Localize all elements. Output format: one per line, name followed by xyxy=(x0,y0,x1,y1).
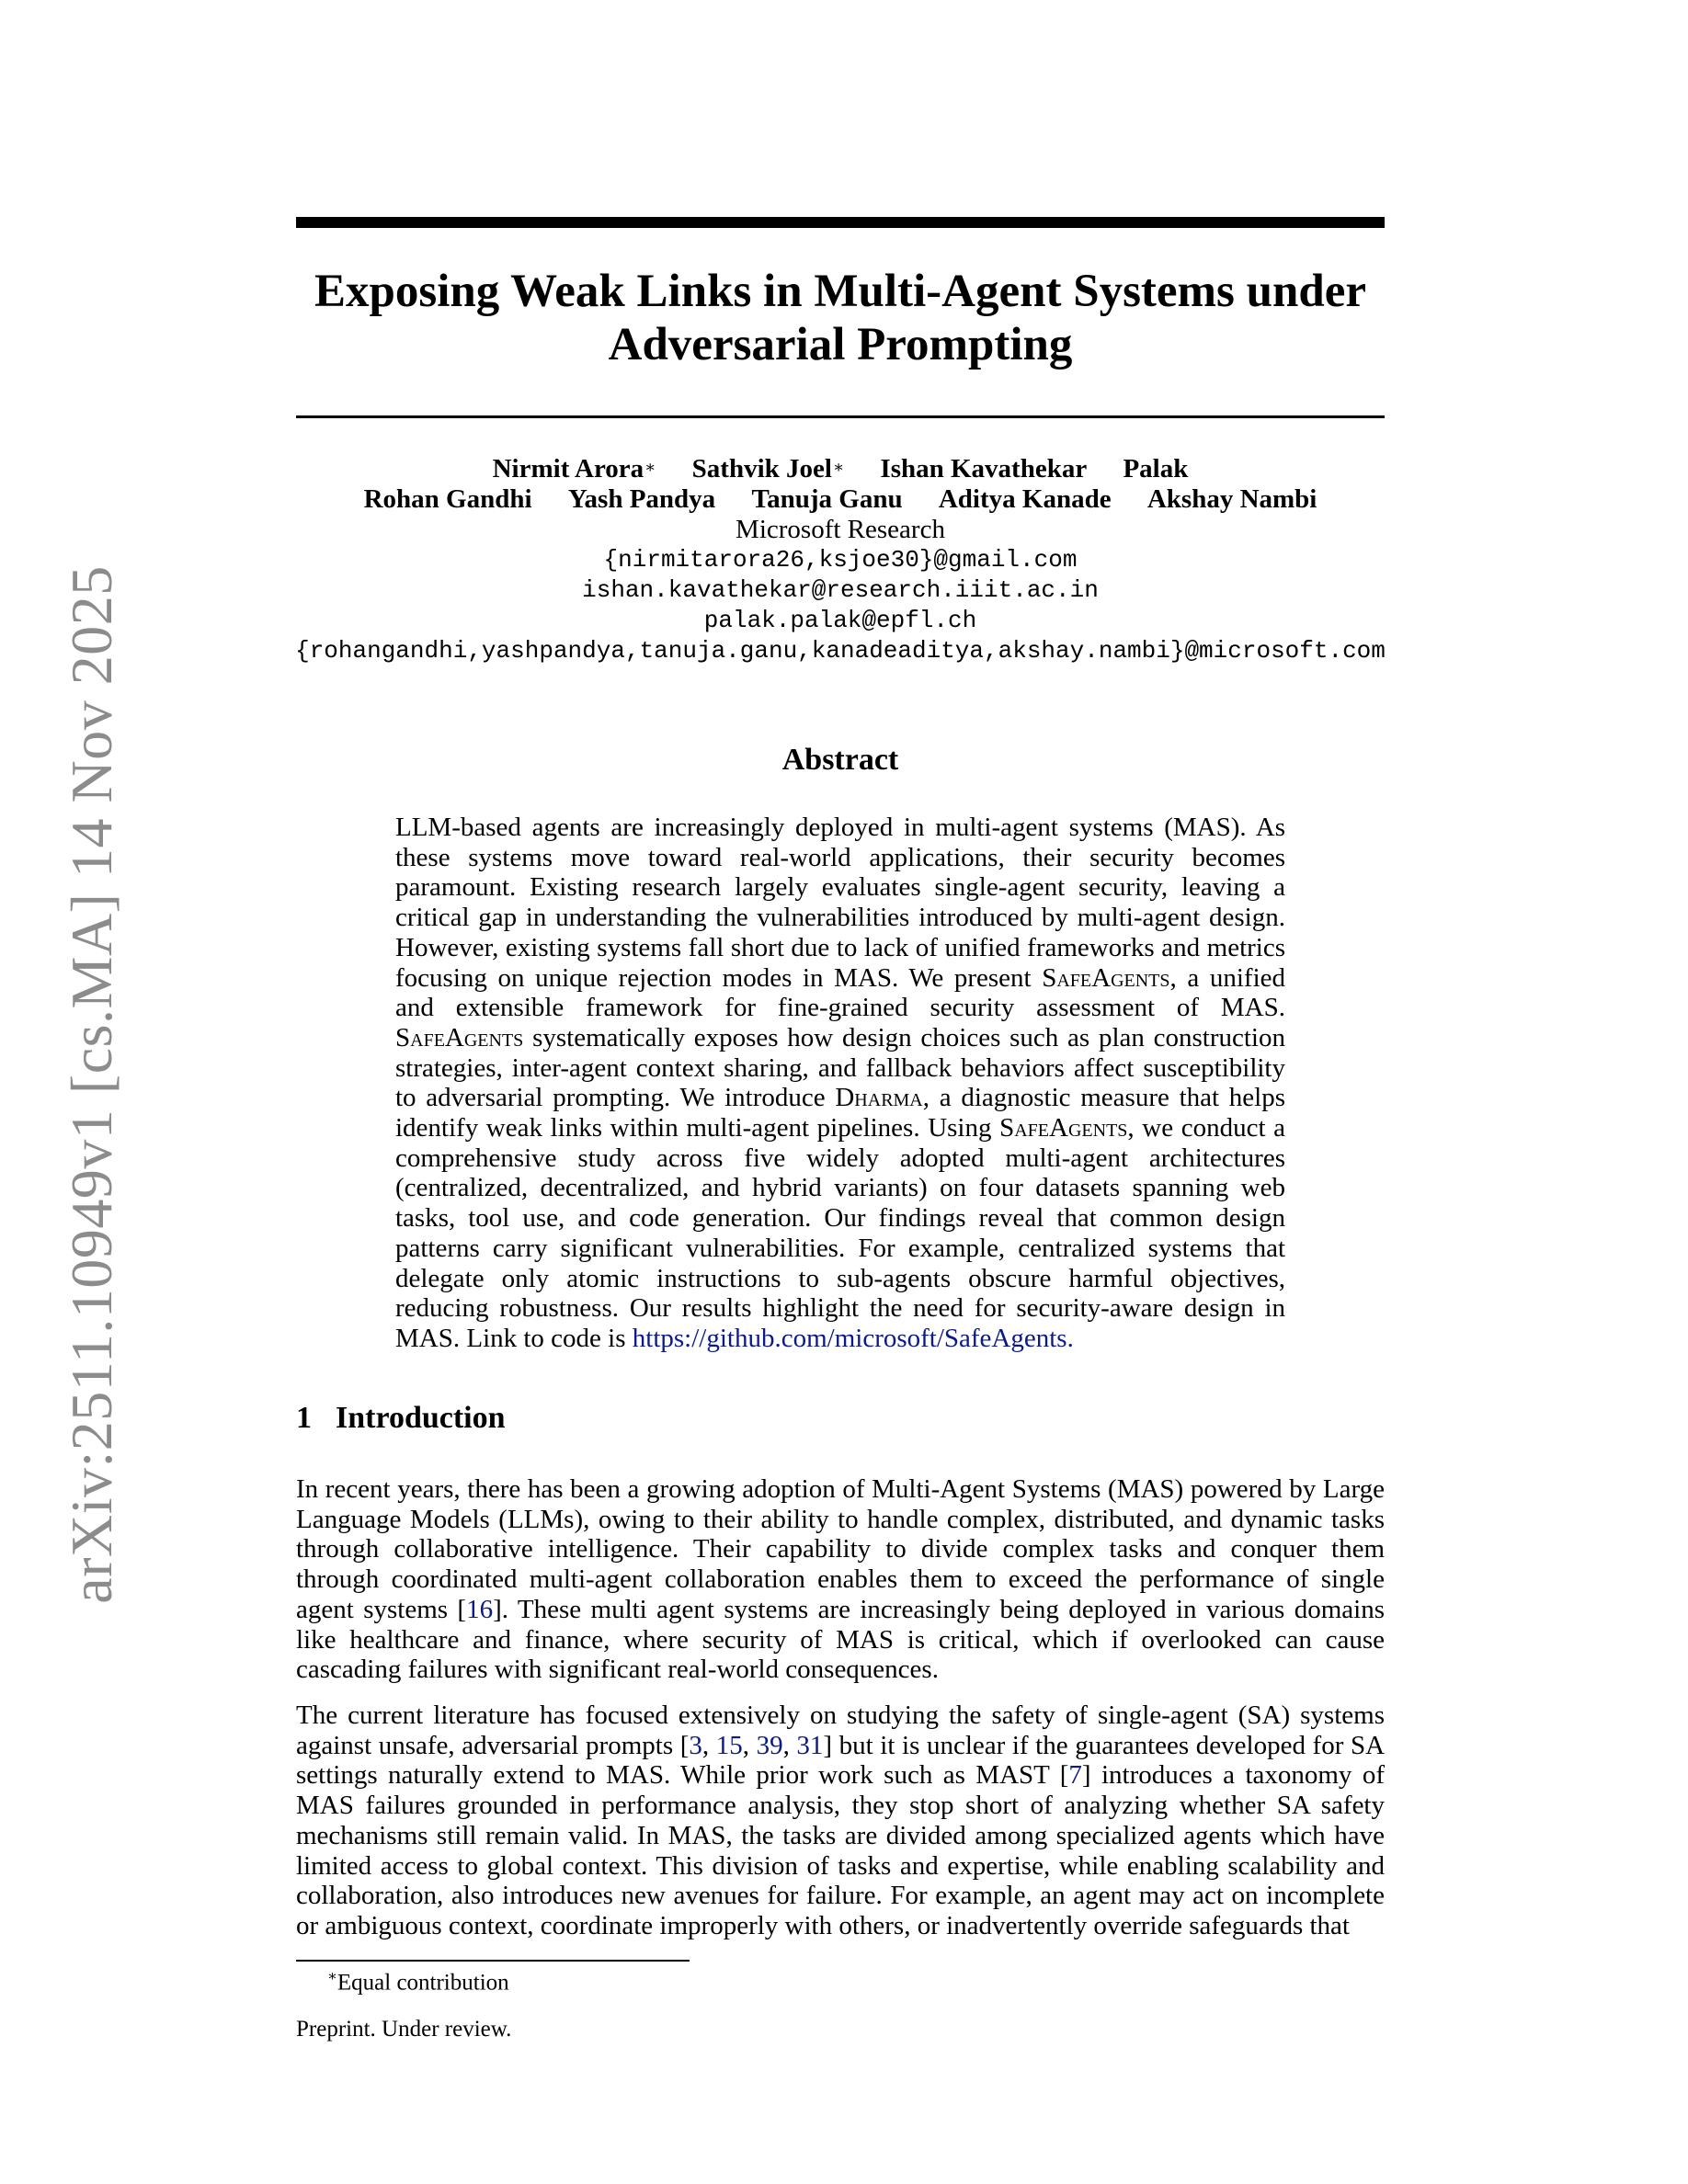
abstract-heading: Abstract xyxy=(781,743,899,777)
citation-link[interactable]: 15 xyxy=(715,1730,743,1760)
author: Aditya Kanade xyxy=(938,484,1112,514)
author: Sathvik Joel∗ xyxy=(691,454,845,483)
abstract-body: LLM-based agents are increasingly deployed in multi-agent systems (MAS). As these systems move toward real-world applications, their security becomes paramount. Existing research largely evaluates single-agent security, leaving a critical gap in understanding the vulnerabilities introduced by multi-agent design. However, existing systems fall short due to lack of unified frameworks and metrics focusing on unique rejection modes in MAS. We present SafeAgents, a unified and extensible framework for fine-grained security assessment of MAS. SafeAgents systematically exposes how design choices such as plan construction strategies, inter-agent context sharing, and fallback behaviors affect susceptibility to adversarial prompting. We introduce Dharma, a diagnostic measure that helps identify weak links within multi-agent pipelines. Using SafeAgents, we conduct a comprehensive study across five widely adopted multi-agent architectures (centralized, decentralized, and hybrid variants) on four datasets spanning web tasks, tool use, and code generation. Our findings reveal that common design patterns carry significant vulnerabilities. For example, centralized systems that delegate only atomic instructions to sub-agents obscure harmful objectives, reducing robustness. Our results highlight the need for security-aware design in MAS. Link to code is https://github.com/microsoft/SafeAgents. xyxy=(395,813,1286,1353)
author: Rohan Gandhi xyxy=(363,484,532,514)
author: Akshay Nambi xyxy=(1146,484,1317,514)
email-line[interactable]: palak.palak@epfl.ch xyxy=(703,607,977,634)
author: Nirmit Arora∗ xyxy=(492,454,656,483)
safeagents-name: SafeAgents xyxy=(999,1113,1128,1143)
title-bottom-rule xyxy=(296,415,1385,418)
citation-link[interactable]: 3 xyxy=(689,1730,702,1760)
author: Yash Pandya xyxy=(567,484,716,514)
author: Tanuja Ganu xyxy=(751,484,903,514)
author: Palak xyxy=(1123,454,1189,483)
email-line[interactable]: {nirmitarora26,ksjoe30}@gmail.com xyxy=(603,546,1078,574)
affiliation: Microsoft Research xyxy=(736,515,945,544)
dharma-name: Dharma xyxy=(835,1083,923,1113)
section-heading-introduction: 1 Introduction xyxy=(296,1401,506,1435)
citation-link[interactable]: 31 xyxy=(796,1730,824,1760)
footnote-rule xyxy=(296,1960,690,1962)
citation-link[interactable]: 39 xyxy=(756,1730,783,1760)
footnote: ∗Equal contribution xyxy=(327,1969,509,1996)
code-link[interactable]: https://github.com/microsoft/SafeAgents. xyxy=(632,1323,1074,1353)
author-block xyxy=(296,454,1385,666)
email-line[interactable]: {rohangandhi,yashpandya,tanuja.ganu,kanadeaditya,akshay.nambi}@microsoft.com xyxy=(295,637,1386,665)
safeagents-name: SafeAgents xyxy=(1042,962,1170,993)
intro-paragraph-2: The current literature has focused extensively on studying the safety of single-agent (SA) systems against unsafe, adversarial prompts [3, 15, 39, 31] but it is unclear if the guarantees developed for SA settings naturally extend to MAS. While prior work such as MAST [7] introduces a taxonomy of MAS failures grounded in performance analysis, they stop short of analyzing whether SA safety mechanisms still remain valid. In MAS, the tasks are divided among specialized agents which have limited access to global context. This division of tasks and expertise, while enabling scalability and collaboration, also introduces new avenues for failure. For example, an agent may act on incomplete or ambiguous context, coordinate improperly with others, or inadvertently override safeguards that xyxy=(296,1701,1386,1940)
safeagents-name: SafeAgents xyxy=(395,1022,524,1052)
paper-title xyxy=(296,265,1385,371)
author: Ishan Kavathekar xyxy=(880,454,1088,483)
title-line-1: Exposing Weak Links in Multi-Agent Systems under xyxy=(314,266,1366,317)
intro-paragraph-1: In recent years, there has been a growing adoption of Multi-Agent Systems (MAS) powered by Large Language Models (LLMs), owing to their ability to handle complex, distributed, and dynamic tasks through collaborative intelligence. Their capability to divide complex tasks and conquer them through coordinated multi-agent collaboration enables them to exceed the performance of single agent systems [16]. These multi agent systems are increasingly being deployed in various domains like healthcare and finance, where security of MAS is critical, which if overlooked can cause cascading failures with significant real-world consequences. xyxy=(296,1474,1385,1685)
title-top-rule xyxy=(296,217,1385,228)
title-line-2: Adversarial Prompting xyxy=(608,319,1073,370)
citation-link[interactable]: 16 xyxy=(466,1594,494,1624)
authors-row-2 xyxy=(296,484,1385,515)
arxiv-identifier: arXiv:2511.10949v1 [cs.MA] 14 Nov 2025 xyxy=(59,565,124,1604)
preprint-notice: Preprint. Under review. xyxy=(296,2017,512,2042)
email-line[interactable]: ishan.kavathekar@research.iiit.ac.in xyxy=(582,576,1099,604)
citation-link[interactable]: 7 xyxy=(1068,1760,1082,1791)
authors-row-1 xyxy=(296,454,1385,484)
